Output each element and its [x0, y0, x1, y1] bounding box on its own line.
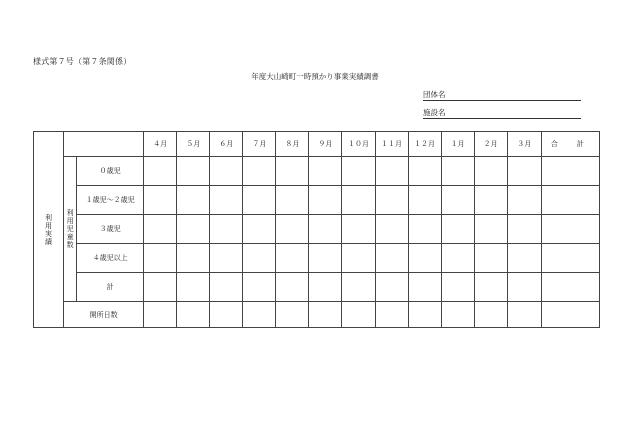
data-cell[interactable]: [177, 186, 210, 215]
data-cell[interactable]: [210, 244, 243, 273]
table-row: [34, 157, 600, 186]
data-cell[interactable]: [309, 302, 342, 328]
month-header-row: [34, 132, 600, 157]
data-cell[interactable]: [144, 273, 177, 302]
data-cell[interactable]: [243, 157, 276, 186]
data-cell[interactable]: [408, 273, 441, 302]
table-row: [34, 244, 600, 273]
data-cell[interactable]: [144, 157, 177, 186]
data-cell[interactable]: [474, 215, 507, 244]
row-label: 計: [77, 273, 144, 302]
data-cell[interactable]: [309, 157, 342, 186]
data-cell[interactable]: [541, 244, 599, 273]
data-cell[interactable]: [541, 186, 599, 215]
data-cell[interactable]: [375, 244, 408, 273]
month-header-6: ９月: [309, 132, 342, 157]
row-label: １歳児～２歳児: [77, 186, 144, 215]
data-cell[interactable]: [276, 302, 309, 328]
data-cell[interactable]: [210, 302, 243, 328]
data-cell[interactable]: [210, 157, 243, 186]
month-header-2: ５月: [177, 132, 210, 157]
data-cell[interactable]: [375, 215, 408, 244]
data-cell[interactable]: [276, 186, 309, 215]
data-cell[interactable]: [441, 186, 474, 215]
data-cell[interactable]: [144, 244, 177, 273]
data-cell[interactable]: [507, 157, 541, 186]
data-cell[interactable]: [309, 215, 342, 244]
data-cell[interactable]: [474, 157, 507, 186]
data-cell[interactable]: [342, 157, 375, 186]
data-cell[interactable]: [243, 186, 276, 215]
outer-label-cell: 利用実績: [34, 132, 64, 328]
data-cell[interactable]: [177, 157, 210, 186]
data-cell[interactable]: [177, 215, 210, 244]
data-cell[interactable]: [210, 186, 243, 215]
form-number: 様式第７号（第７条関係）: [33, 57, 132, 66]
usage-record-table: [33, 131, 600, 328]
row-label: ４歳児以上: [77, 244, 144, 273]
data-cell[interactable]: [375, 157, 408, 186]
data-cell[interactable]: [474, 244, 507, 273]
data-cell[interactable]: [441, 302, 474, 328]
data-cell[interactable]: [342, 186, 375, 215]
data-cell[interactable]: [474, 273, 507, 302]
data-cell[interactable]: [210, 273, 243, 302]
data-cell[interactable]: [177, 244, 210, 273]
data-cell[interactable]: [309, 186, 342, 215]
document-title: 年度大山崎町一時預かり事業実績調書: [251, 72, 379, 81]
group-label-cell: 利用児童数: [64, 157, 77, 302]
data-cell[interactable]: [541, 302, 599, 328]
data-cell[interactable]: [507, 273, 541, 302]
month-header-10: １月: [441, 132, 474, 157]
data-cell[interactable]: [342, 215, 375, 244]
total-header: 合 計: [541, 132, 599, 157]
row-label: ３歳児: [77, 215, 144, 244]
month-header-11: ２月: [474, 132, 507, 157]
data-cell[interactable]: [342, 302, 375, 328]
data-cell[interactable]: [375, 302, 408, 328]
data-cell[interactable]: [408, 215, 441, 244]
data-cell[interactable]: [541, 215, 599, 244]
data-cell[interactable]: [507, 215, 541, 244]
data-cell[interactable]: [243, 302, 276, 328]
organization-name-label: 団体名: [423, 90, 446, 99]
data-cell[interactable]: [408, 302, 441, 328]
data-cell[interactable]: [474, 186, 507, 215]
facility-name-label: 施設名: [423, 108, 446, 117]
month-header-5: ８月: [276, 132, 309, 157]
data-cell[interactable]: [243, 215, 276, 244]
data-cell[interactable]: [243, 244, 276, 273]
data-cell[interactable]: [177, 302, 210, 328]
data-cell[interactable]: [144, 302, 177, 328]
data-cell[interactable]: [177, 273, 210, 302]
month-header-4: ７月: [243, 132, 276, 157]
data-cell[interactable]: [342, 244, 375, 273]
opening-days-row: [34, 302, 600, 328]
data-cell[interactable]: [507, 186, 541, 215]
organization-name-field[interactable]: [423, 89, 581, 101]
month-header-7: １０月: [342, 132, 375, 157]
data-cell[interactable]: [408, 157, 441, 186]
row-label: ０歳児: [77, 157, 144, 186]
data-cell[interactable]: [441, 215, 474, 244]
data-cell[interactable]: [276, 215, 309, 244]
month-header-1: ４月: [144, 132, 177, 157]
data-cell[interactable]: [309, 273, 342, 302]
data-cell[interactable]: [408, 244, 441, 273]
data-cell[interactable]: [441, 244, 474, 273]
header-corner-cell: [64, 132, 144, 157]
data-cell[interactable]: [375, 273, 408, 302]
data-cell[interactable]: [375, 186, 408, 215]
data-cell[interactable]: [474, 302, 507, 328]
data-cell[interactable]: [210, 215, 243, 244]
data-cell[interactable]: [276, 244, 309, 273]
table-row: [34, 215, 600, 244]
data-cell[interactable]: [541, 157, 599, 186]
data-cell[interactable]: [276, 273, 309, 302]
data-cell[interactable]: [243, 273, 276, 302]
opening-days-label: 開所日数: [64, 302, 144, 328]
data-cell[interactable]: [342, 273, 375, 302]
facility-name-field[interactable]: [423, 107, 581, 119]
table-row: [34, 273, 600, 302]
data-cell[interactable]: [441, 157, 474, 186]
month-header-8: １１月: [375, 132, 408, 157]
data-cell[interactable]: [507, 244, 541, 273]
data-cell[interactable]: [144, 215, 177, 244]
data-cell[interactable]: [144, 186, 177, 215]
month-header-12: ３月: [507, 132, 541, 157]
data-cell[interactable]: [276, 157, 309, 186]
data-cell[interactable]: [541, 273, 599, 302]
data-cell[interactable]: [408, 186, 441, 215]
month-header-3: ６月: [210, 132, 243, 157]
month-header-9: １２月: [408, 132, 441, 157]
table-row: [34, 186, 600, 215]
data-cell[interactable]: [507, 302, 541, 328]
data-cell[interactable]: [309, 244, 342, 273]
data-cell[interactable]: [441, 273, 474, 302]
